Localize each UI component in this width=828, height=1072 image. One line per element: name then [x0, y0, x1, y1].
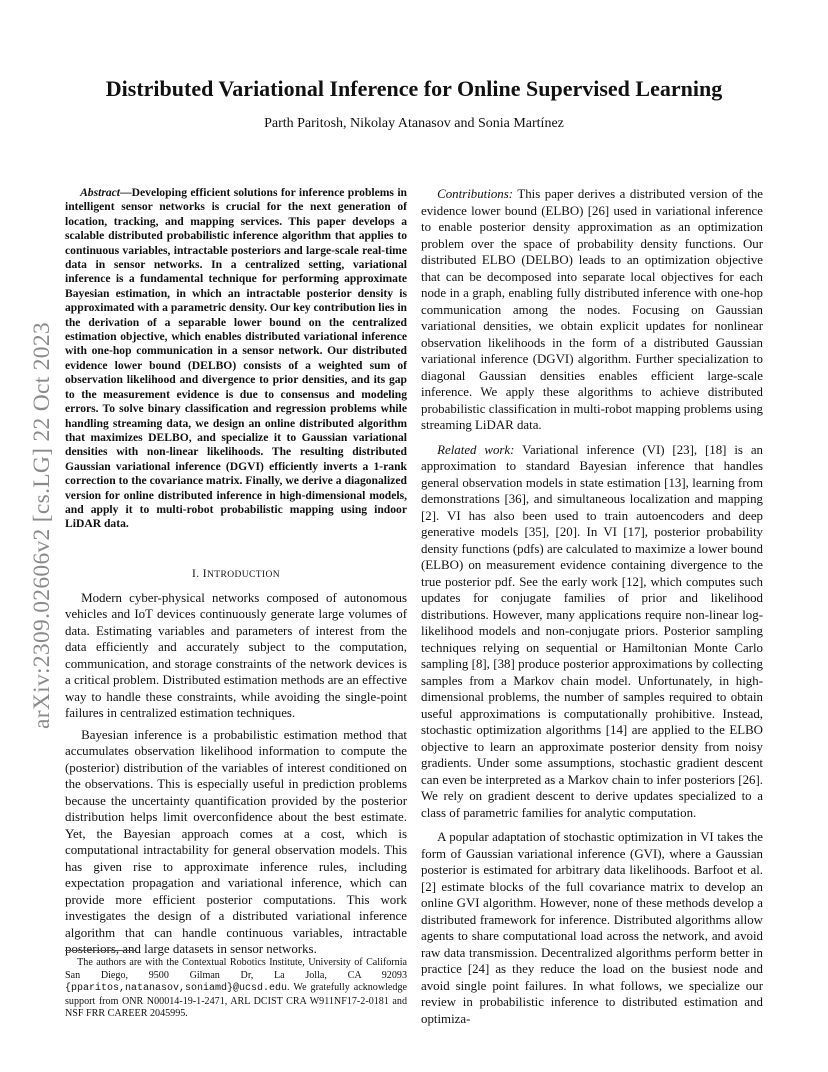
related-work-paragraph: Related work: Variational inference (VI) [23], [18] is an approximation to standard Bayesian inference that handles general observation models in state estimation [13], learning from demonstrations [36], and simultaneous localization and mapping [2]. VI has also been used to train autoencoders and deep generative models [35], [20]. In VI [17], posterior probability density functions (pdfs) are calculated to maximize a lower bound (ELBO) on measurement evidence containing divergence to the true posterior pdf. See the early work [12], which computes such updates for conjugate families of prior and likelihood distributions. However, many applications require non-linear log-likelihood models and non-conjugate priors. Posterior sampling techniques relying on sequential or Hamiltonian Monte Carlo sampling [8], [38] produce posterior approximations by collecting samples from a Markov chain model. Unfortunately, in high-dimensional problems, the number of samples required to obtain useful approximations is computationally prohibitive. Instead, stochastic optimization algorithms [14] are applied to the ELBO objective to learn an approximate posterior density from noisy gradients. Under some assumptions, stochastic gradient descent can even be interpreted as a Markov chain to infer posteriors [26]. We rely on gradient descent to derive updates specialized to a class of parametric families for analytic computation.: [421, 442, 763, 820]
paper-title: Distributed Variational Inference for Online Supervised Learning: [105, 76, 723, 101]
abstract: [65, 186, 407, 532]
gvi-paragraph: A popular adaptation of stochastic optimization in VI takes the form of Gaussian variational inference (GVI), where a Gaussian posterior is estimated for arbitrary data likelihoods. Barfoot et al. [2] estimate blocks of the full covariance matrix to develop an online GVI algorithm. However, none of these methods develop a distributed framework for inference. Distributed algorithms allow agents to share computational load across the network, and avoid raw data transmission. Decentralized algorithms perform better in practice [24] as they reduce the load on the busiest node and avoid single point failures. In what follows, we specialize our review in probabilistic inference to distributed estimation and optimiza-: [421, 830, 763, 1026]
intro-paragraph-1: Modern cyber-physical networks composed of autonomous vehicles and IoT devices continuously generate large volumes of data. Estimating variables and parameters of interest from the data efficiently and accurately subject to the computation, communication, and storage constraints of the network devices is a critical problem. Distributed estimation methods are an effective way to handle these constraints, while avoiding the single-point failures in centralized estimation techniques.: [65, 590, 407, 721]
author-emails: {pparitos,natanasov,soniamd}@ucsd.edu: [65, 983, 288, 995]
abstract-text: —Developing efficient solutions for inference problems in intelligent sensor networks is crucial for the next generation of location, tracking, and mapping services. This paper develops a scalable distributed probabilistic inference algorithm that applies to continuous variables, intractable posteriors and large-scale real-time data in sensor networks. In a centralized setting, variational inference is a fundamental technique for performing approximate Bayesian estimation, in which an intractable posterior density is approximated with a parametric density. Our key contribution lies in the derivation of a separable lower bound on the centralized estimation objective, which enables distributed variational inference with one-hop communication in a sensor network. Our distributed evidence lower bound (DELBO) consists of a weighted sum of observation likelihood and divergence to prior densities, and its gap to the measurement evidence is due to consensus and modeling errors. To solve binary classification and regression problems while handling streaming data, we design an online distributed algorithm that maximizes DELBO, and specialize it to Gaussian variational densities with non-linear likelihoods. The resulting distributed Gaussian variational inference (DGVI) efficiently inverts a 1-rank correction to the covariance matrix. Finally, we derive a diagonalized version for online distributed inference in high-dimensional models, and apply it to multi-robot probabilistic mapping using indoor LiDAR data.: [65, 186, 407, 531]
footnote: [65, 950, 407, 1021]
paper-authors: Parth Paritosh, Nikolay Atanasov and Sonia Martínez: [264, 116, 564, 131]
related-work-label: Related work:: [437, 442, 515, 457]
arxiv-stamp: arXiv:2309.02606v2 [cs.LG] 22 Oct 2023: [28, 321, 55, 729]
footnote-rule: [65, 950, 135, 951]
abstract-label: Abstract: [80, 186, 121, 199]
right-column: [421, 186, 763, 1032]
footnote-text: The authors are with the Contextual Robotics Institute, University of California San Diego, 9500 Gilman Dr, La Jolla, CA 92093 {pparitos,natanasov,soniamd}@ucsd.edu. We gratefully acknowledge support from ONR N00014-19-1-2471, ARL DCIST CRA W911NF17-2-0181 and NSF FRR CAREER 2045995.: [65, 957, 407, 1020]
contributions-label: Contributions:: [437, 187, 514, 201]
left-column: [65, 186, 407, 963]
section-heading-introduction: I. INTRODUCTION: [191, 567, 281, 580]
intro-paragraph-2: Bayesian inference is a probabilistic estimation method that accumulates observation likelihood information to compute the (posterior) distribution of the variables of interest conditioned on the observations. This is especially useful in prediction problems because the uncertainty quantification provided by the posterior distribution helps limit overconfidence about the best estimate. Yet, the Bayesian approach comes at a cost, which is computational intractability for general observation models. This has given rise to approximate inference rules, including expectation propagation and variational inference, which can provide more efficient posterior computations. This work investigates the design of a distributed variational inference algorithm that can handle continuous variables, intractable posteriors, and large datasets in sensor networks.: [65, 727, 407, 957]
contributions-paragraph: Contributions: This paper derives a distributed version of the evidence lower bound (ELBO) [26] used in variational inference to enable posterior density approximation as an optimization problem over the space of probability density functions. Our distributed ELBO (DELBO) leads to an optimization objective that can be decomposed into separate local objectives for each node in a graph, enabling fully distributed inference with one-hop communication among the nodes. Focusing on Gaussian variational densities, we obtain explicit updates for nonlinear observation likelihoods in the form of a distributed Gaussian variational inference (DGVI) algorithm. Further specialization to diagonal Gaussian densities enables efficient large-scale inference. We apply these algorithms to achieve distributed probabilistic classification in multi-robot mapping problems using streaming LiDAR data.: [421, 187, 763, 432]
